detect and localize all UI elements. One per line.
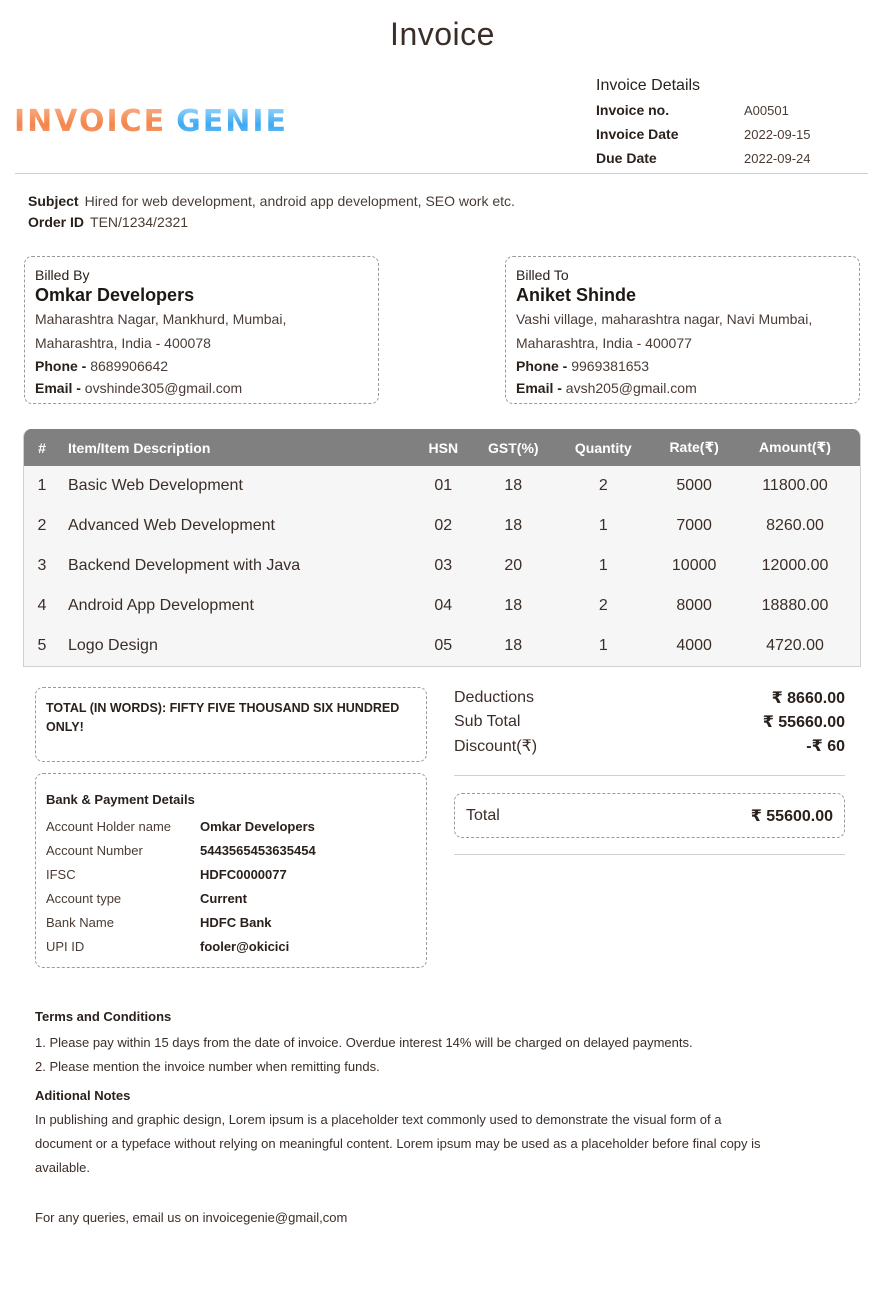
summary-value: ₹ 55660.00: [762, 714, 845, 731]
due-date-value: 2022-09-24: [744, 150, 811, 166]
email-label: Email -: [35, 380, 81, 396]
bank-value: Omkar Developers: [200, 818, 315, 834]
row-description: Advanced Web Development: [68, 517, 275, 534]
col-quantity: Quantity: [574, 439, 632, 456]
bank-label: UPI ID: [46, 938, 85, 954]
billed-by-phone: [35, 355, 368, 377]
terms-item: 2. Please mention the invoice number when remitting funds.: [35, 1059, 380, 1074]
bank-value: HDFC Bank: [200, 914, 272, 930]
company-logo: [14, 104, 288, 139]
billed-to-email: [516, 377, 849, 399]
row-gst: 18: [504, 517, 523, 534]
col-amount: Amount(₹): [759, 439, 831, 455]
row-description: Android App Development: [68, 597, 254, 614]
order-id-value: TEN/1234/2321: [90, 214, 189, 230]
summary-panel: [454, 686, 845, 825]
invoice-details-heading: Invoice Details: [596, 77, 701, 94]
billed-to-address: Vashi village, maharashtra nagar, Navi Mumbai, Maharashtra, India - 400077: [516, 311, 813, 351]
row-description: Basic Web Development: [68, 477, 243, 494]
page-title: Invoice: [390, 16, 495, 52]
bank-label: Bank Name: [46, 914, 114, 930]
row-hsn: 02: [434, 517, 453, 534]
summary-subtotal: [454, 710, 845, 734]
due-date-row: [596, 146, 876, 170]
invoice-date-value: 2022-09-15: [744, 126, 811, 142]
notes-text: In publishing and graphic design, Lorem ipsum is a placeholder text commonly used to demonstrate the visual form of a document or a typeface without relying on meaningful content. Lorem ipsum may be used as a placeholder before final copy is available.: [35, 1112, 761, 1175]
row-gst: 20: [504, 557, 523, 574]
order-id-row: [28, 212, 515, 233]
bank-row-ifsc: [46, 862, 416, 886]
bank-label: IFSC: [46, 866, 76, 882]
row-gst: 18: [504, 637, 523, 654]
logo-text-invoice: INVOICE: [14, 104, 167, 139]
bank-row-holder: [46, 814, 416, 838]
row-quantity: 1: [598, 517, 608, 534]
row-gst: 18: [504, 477, 523, 494]
row-quantity: 1: [598, 637, 608, 654]
bank-value: HDFC0000077: [200, 866, 287, 882]
summary-value: ₹ 8660.00: [771, 690, 845, 707]
row-quantity: 1: [598, 557, 608, 574]
table-row: [24, 546, 860, 586]
contact-note: For any queries, email us on invoicegenie@gmail,com: [35, 1210, 348, 1225]
summary-divider: [454, 854, 845, 855]
email-label: Email -: [516, 380, 562, 396]
table-row: [24, 506, 860, 546]
summary-deductions: [454, 686, 845, 710]
col-hsn: HSN: [428, 439, 459, 456]
total-value: ₹ 55600.00: [750, 807, 833, 825]
bank-row-account-number: [46, 838, 416, 862]
billed-to-phone: [516, 355, 849, 377]
col-description: Item/Item Description: [68, 439, 211, 456]
grand-total: [454, 793, 845, 838]
bank-value: fooler@okicici: [200, 938, 290, 954]
row-number: 4: [37, 597, 47, 614]
invoice-date-label: Invoice Date: [596, 126, 679, 142]
row-amount: 8260.00: [766, 517, 824, 534]
row-amount: 18880.00: [761, 597, 829, 614]
bank-value: 5443565453635454: [200, 842, 316, 858]
bank-value: Current: [200, 890, 247, 906]
bank-row-upi: [46, 934, 416, 958]
col-gst: GST(%): [488, 439, 539, 456]
bank-label: Account Number: [46, 842, 143, 858]
col-rate: Rate(₹): [669, 439, 719, 455]
summary-label: Discount(₹): [454, 738, 538, 755]
invoice-meta: [28, 191, 515, 233]
row-hsn: 01: [434, 477, 453, 494]
billed-by-name: Omkar Developers: [35, 285, 195, 305]
row-hsn: 05: [434, 637, 453, 654]
row-description: Logo Design: [68, 637, 158, 654]
row-amount: 12000.00: [761, 557, 829, 574]
row-hsn: 04: [434, 597, 453, 614]
invoice-details: [596, 77, 876, 170]
bank-label: Account type: [46, 890, 122, 906]
billed-by-email: [35, 377, 368, 399]
additional-notes: [35, 1086, 795, 1180]
bank-row-bank-name: [46, 910, 416, 934]
row-rate: 10000: [671, 557, 717, 574]
billed-to-label: Billed To: [516, 267, 569, 283]
row-number: 5: [37, 637, 47, 654]
row-description: Backend Development with Java: [68, 557, 301, 574]
summary-divider: [454, 775, 845, 776]
bank-details-heading: Bank & Payment Details: [46, 792, 195, 807]
bank-payment-details: [35, 773, 427, 968]
row-rate: 7000: [676, 517, 712, 534]
row-number: 2: [37, 517, 47, 534]
phone-value: 9969381653: [571, 358, 650, 374]
billed-by-address: Maharashtra Nagar, Mankhurd, Mumbai, Maharashtra, India - 400078: [35, 311, 287, 351]
phone-value: 8689906642: [90, 358, 169, 374]
row-quantity: 2: [598, 597, 608, 614]
billed-by-label: Billed By: [35, 267, 90, 283]
summary-label: Sub Total: [454, 713, 521, 730]
invoice-number-row: [596, 98, 876, 122]
due-date-label: Due Date: [596, 150, 657, 166]
total-label: Total: [466, 806, 500, 824]
terms-item: 1. Please pay within 15 days from the date of invoice. Overdue interest 14% will be charged on delayed payments.: [35, 1035, 693, 1050]
table-row: [24, 466, 860, 506]
row-number: 3: [37, 557, 47, 574]
table-row: [24, 586, 860, 626]
invoice-number-value: A00501: [744, 102, 789, 118]
phone-label: Phone -: [35, 358, 87, 374]
billed-to-name: Aniket Shinde: [516, 285, 637, 305]
row-amount: 4720.00: [766, 637, 824, 654]
bank-row-account-type: [46, 886, 416, 910]
row-amount: 11800.00: [762, 477, 828, 494]
summary-discount: [454, 734, 845, 758]
invoice-number-label: Invoice no.: [596, 102, 670, 118]
summary-label: Deductions: [454, 689, 535, 706]
items-table: [23, 429, 861, 667]
row-rate: 5000: [676, 477, 712, 494]
col-number: #: [38, 439, 46, 456]
subject-row: [28, 191, 515, 212]
billed-to-card: [505, 256, 860, 404]
email-value: ovshinde305@gmail.com: [84, 380, 243, 396]
subject-value: Hired for web development, android app development, SEO work etc.: [84, 193, 515, 209]
invoice-date-row: [596, 122, 876, 146]
summary-value: -₹ 60: [806, 738, 845, 755]
terms-and-conditions: [35, 1007, 795, 1079]
total-in-words: TOTAL (IN WORDS): FIFTY FIVE THOUSAND SIX HUNDRED ONLY!: [35, 687, 427, 762]
row-quantity: 2: [598, 477, 608, 494]
header-divider: [15, 173, 868, 174]
row-rate: 8000: [676, 597, 712, 614]
terms-heading: Terms and Conditions: [35, 1009, 172, 1024]
billed-by-card: [24, 256, 379, 404]
order-id-label: Order ID: [28, 214, 85, 230]
notes-heading: Aditional Notes: [35, 1088, 131, 1103]
row-hsn: 03: [434, 557, 453, 574]
table-row: [24, 626, 860, 666]
phone-label: Phone -: [516, 358, 568, 374]
items-table-header: [24, 429, 860, 466]
bank-label: Account Holder name: [46, 818, 172, 834]
email-value: avsh205@gmail.com: [565, 380, 697, 396]
row-gst: 18: [504, 597, 523, 614]
row-rate: 4000: [676, 637, 712, 654]
logo-text-genie: GENIE: [176, 104, 289, 139]
subject-label: Subject: [28, 193, 79, 209]
row-number: 1: [37, 477, 47, 494]
